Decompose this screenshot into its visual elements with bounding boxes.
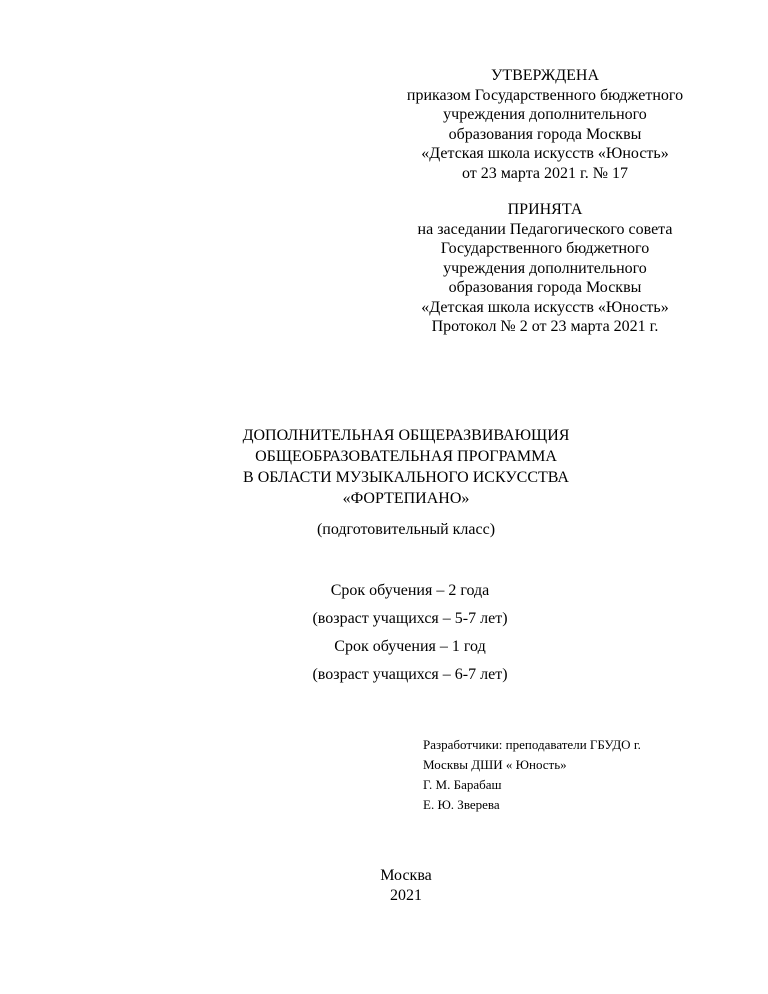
program-title-line: ОБЩЕОБРАЗОВАТЕЛЬНАЯ ПРОГРАММА xyxy=(255,448,557,465)
accepted-line: Государственного бюджетного xyxy=(440,240,650,257)
duration-line: Срок обучения – 1 год xyxy=(334,638,486,655)
program-title-line: В ОБЛАСТИ МУЗЫКАЛЬНОГО ИСКУССТВА xyxy=(243,469,569,486)
accepted-stamp-block xyxy=(360,200,730,337)
document-footer xyxy=(306,866,506,906)
approved-order-date: от 23 марта 2021 г. № 17 xyxy=(462,164,628,182)
accepted-heading: ПРИНЯТА xyxy=(507,201,583,218)
accepted-protocol: Протокол № 2 от 23 марта 2021 г. xyxy=(431,318,659,335)
program-title xyxy=(160,425,652,509)
developer-name: Г. М. Барабаш xyxy=(423,777,502,792)
city: Москва xyxy=(380,867,432,884)
age-line: (возраст учащихся – 6-7 лет) xyxy=(312,666,508,683)
age-line: (возраст учащихся – 5-7 лет) xyxy=(312,610,508,627)
program-subtitle xyxy=(160,520,652,540)
approved-heading: УТВЕРЖДЕНА xyxy=(490,67,599,84)
developers-line: Разработчики: преподаватели ГБУДО г. xyxy=(423,737,641,752)
accepted-line: образования города Москвы xyxy=(448,279,642,296)
developers-block xyxy=(423,735,723,815)
approved-line: учреждения дополнительного xyxy=(443,106,647,123)
study-duration-block xyxy=(200,577,620,689)
approval-stamp-block xyxy=(360,66,730,183)
program-title-line: «ФОРТЕПИАНО» xyxy=(342,490,470,507)
developers-line: Москвы ДШИ « Юность» xyxy=(423,757,567,772)
program-subtitle-text: (подготовительный класс) xyxy=(316,521,496,538)
accepted-line: на заседании Педагогического совета xyxy=(417,220,673,238)
accepted-line: «Детская школа искусств «Юность» xyxy=(421,298,669,316)
year: 2021 xyxy=(390,887,422,904)
developer-name: Е. Ю. Зверева xyxy=(423,797,500,812)
duration-line: Срок обучения – 2 года xyxy=(330,582,490,599)
approved-line: «Детская школа искусств «Юность» xyxy=(421,145,669,162)
program-title-line: ДОПОЛНИТЕЛЬНАЯ ОБЩЕРАЗВИВАЮЩИЯ xyxy=(242,427,570,444)
approved-line: приказом Государственного бюджетного xyxy=(406,86,684,104)
accepted-line: учреждения дополнительного xyxy=(443,259,647,277)
approved-line: образования города Москвы xyxy=(448,125,642,143)
